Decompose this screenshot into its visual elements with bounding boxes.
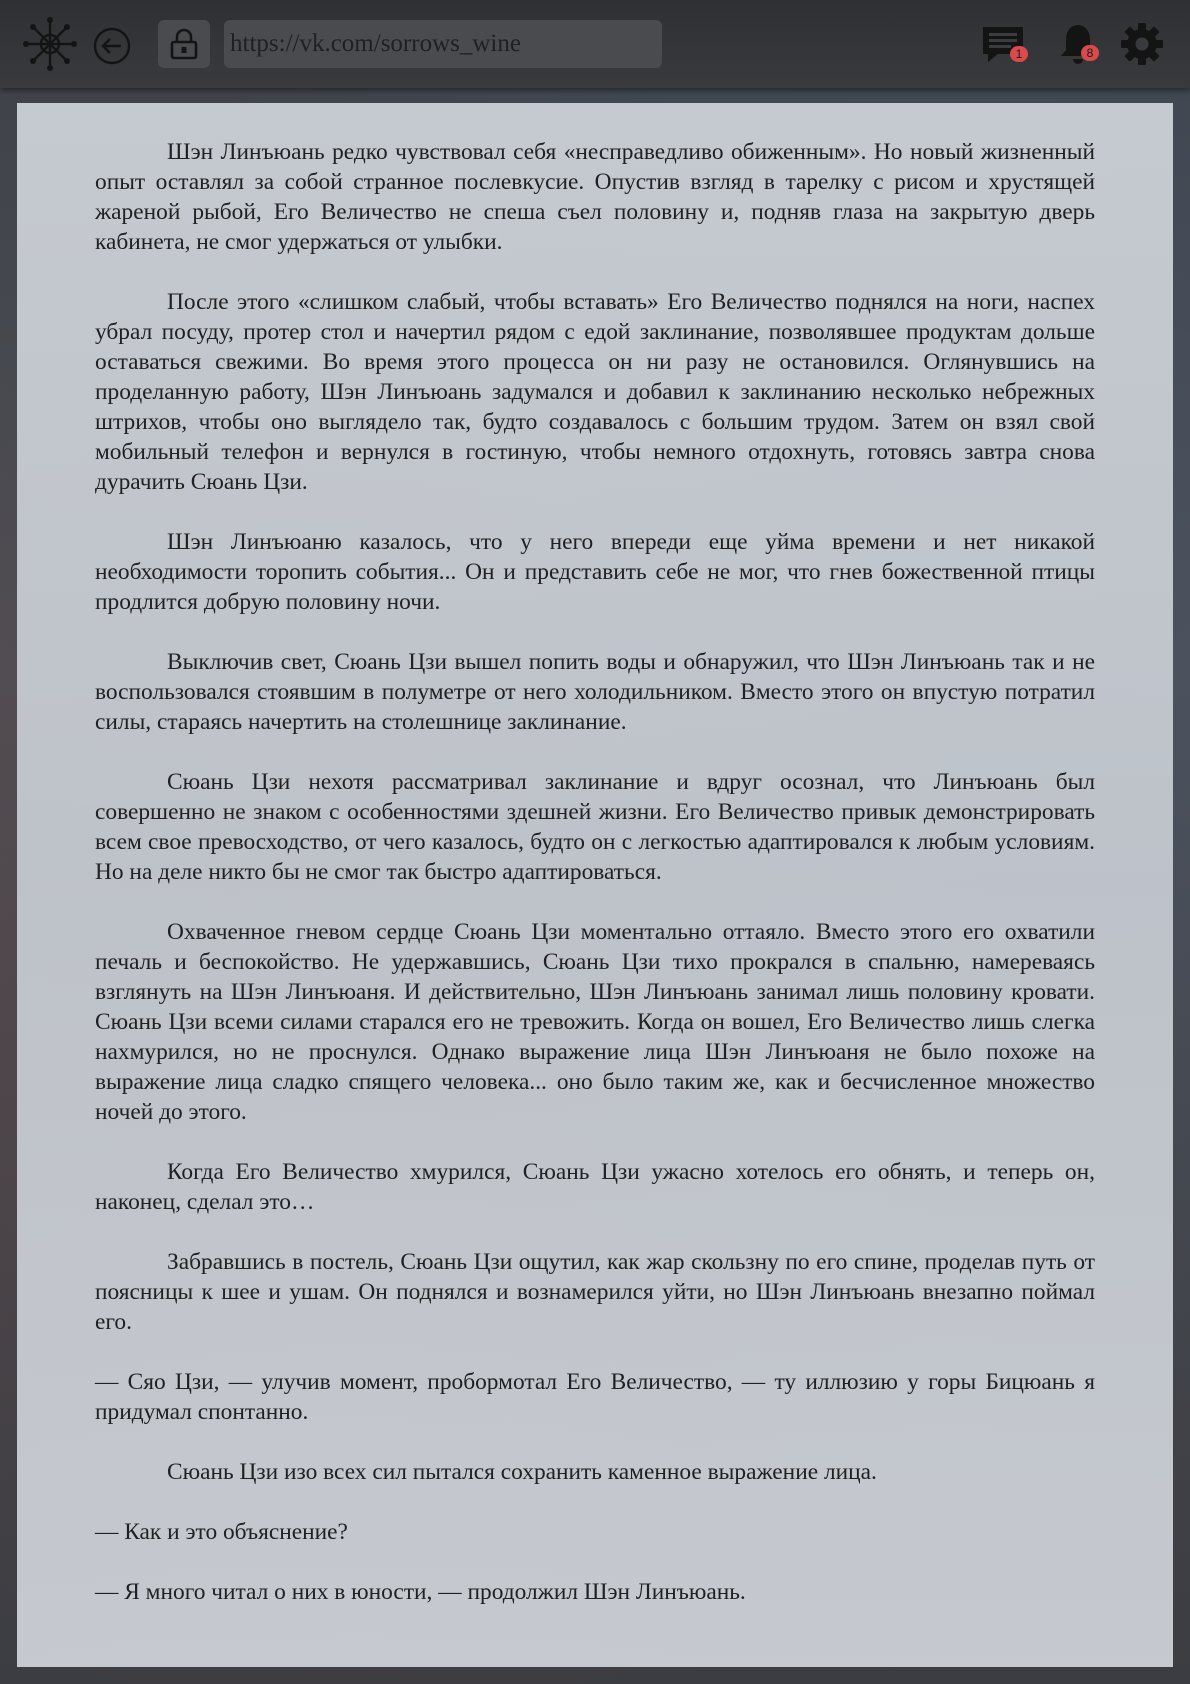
address-bar[interactable] <box>224 20 662 68</box>
article-paragraph: Сюань Цзи изо всех сил пытался сохранить каменное выражение лица. <box>167 1459 877 1485</box>
back-arrow-icon[interactable] <box>92 26 132 66</box>
lock-button[interactable] <box>158 20 210 68</box>
dialogue-line: — Как и это объяснение? <box>95 1519 348 1545</box>
gear-icon[interactable] <box>1120 22 1164 66</box>
article-paragraph: Охваченное гневом сердце Сюань Цзи моментально оттаяло. Вместо этого его охватили печаль и беспокойство. Не удержавшись, Сюань Цзи тихо прокрался в спальню, намереваясь взглянуть на Шэн Линъюаня. И действительно, Шэн Линъюань занимал лишь половину кровати. Сюань Цзи всеми силами старался его не тревожить. Когда он вошел, Его Величество лишь слегка нахмурился, но не проснулся. Однако выражение лица Шэн Линъюаня не было похоже на выражение лица сладко спящего человека... оно было таким же, как и бесчисленное множество ночей до этого. <box>95 919 1095 1125</box>
messages-count-badge: 1 <box>1010 46 1028 62</box>
article-paragraph: Выключив свет, Сюань Цзи вышел попить воды и обнаружил, что Шэн Линъюань так и не воспользовался стоявшим в полуметре от него холодильником. Вместо этого он впустую потратил силы, стараясь начертить на столешнице заклинание. <box>95 649 1095 735</box>
article-content <box>17 103 1173 1667</box>
lock-icon <box>169 28 199 60</box>
notifications-count-badge: 8 <box>1081 45 1099 61</box>
article-paragraph: Когда Его Величество хмурился, Сюань Цзи ужасно хотелось его обнять, и теперь он, наконец, сделал это… <box>95 1159 1095 1215</box>
article-paragraph: После этого «слишком слабый, чтобы вставать» Его Величество поднялся на ноги, наспех убрал посуду, протер стол и начертил рядом с едой заклинание, позволявшее продуктам дольше оставаться свежими. Во время этого процесса он ни разу не остановился. Оглянувшись на проделанную работу, Шэн Линъюань задумался и добавил к заклинанию несколько небрежных штрихов, чтобы оно выглядело так, будто создавалось с большим трудом. Затем он взял свой мобильный телефон и вернулся в гостиную, чтобы немного отдохнуть, готовясь завтра снова дурачить Сюань Цзи. <box>95 289 1095 495</box>
article-paragraph: Сюань Цзи нехотя рассматривал заклинание и вдруг осознал, что Линъюань был совершенно не знаком с особенностями здешней жизни. Его Величество привык демонстрировать всем свое превосходство, от чего казалось, будто он с легкостью адаптировался к любым условиям. Но на деле никто бы не смог так быстро адаптироваться. <box>95 769 1095 885</box>
dialogue-line: — Я много читал о них в юности, — продолжил Шэн Линъюань. <box>95 1579 746 1605</box>
article-paragraph: Шэн Линъюань редко чувствовал себя «несправедливо обиженным». Но новый жизненный опыт оставлял за собой странное послевкусие. Опустив взгляд в тарелку с рисом и хрустящей жареной рыбой, Его Величество не спеша съел половину и, подняв глаза на закрытую дверь кабинета, не смог удержаться от улыбки. <box>95 139 1095 255</box>
browser-toolbar <box>0 0 1190 88</box>
article-paragraph: Забравшись в постель, Сюань Цзи ощутил, как жар скользну по его спине, проделав путь от поясницы к шее и ушам. Он поднялся и вознамерился уйти, но Шэн Линъюань внезапно поймал его. <box>95 1249 1095 1335</box>
article-paragraph: Шэн Линъюаню казалось, что у него впереди еще уйма времени и нет никакой необходимости торопить события... Он и представить себе не мог, что гнев божественной птицы продлится добрую половину ночи. <box>95 529 1095 615</box>
network-node-icon[interactable] <box>22 16 78 72</box>
dialogue-line: — Сяо Цзи, — улучив момент, пробормотал Его Величество, — ту иллюзию у горы Бицюань я придумал спонтанно. <box>95 1369 1095 1425</box>
